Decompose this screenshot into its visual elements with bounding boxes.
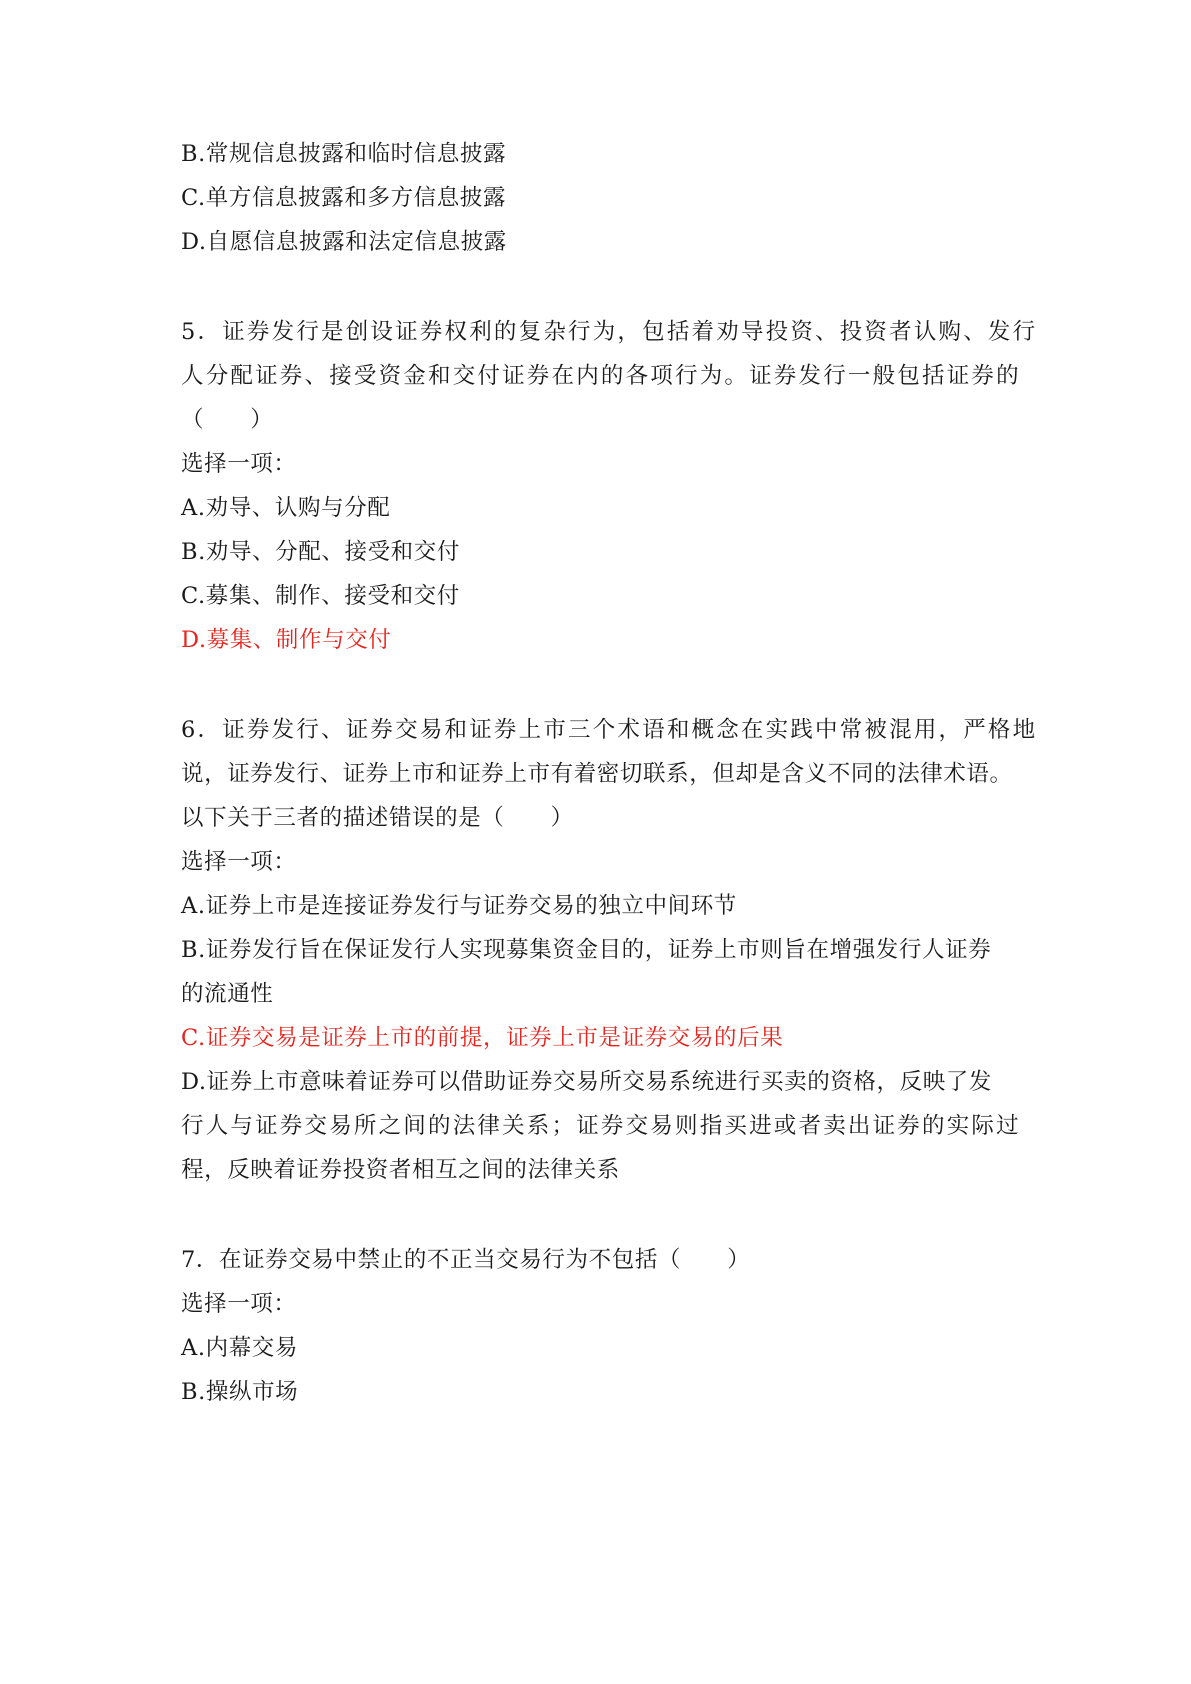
q6-option-b-line-1: B.证券发行旨在保证发行人实现募集资金目的，证券上市则旨在增强发行人证券 bbox=[181, 937, 992, 963]
q5-option-b: B.劝导、分配、接受和交付 bbox=[181, 539, 460, 565]
q7-prompt: 选择一项： bbox=[181, 1291, 297, 1317]
q5-stem-line-1: 5．证券发行是创设证券权利的复杂行为，包括着劝导投资、投资者认购、发行 bbox=[181, 319, 1038, 345]
q6-stem-line-3: 以下关于三者的描述错误的是（ ） bbox=[181, 805, 574, 831]
q4-option-c: C.单方信息披露和多方信息披露 bbox=[181, 185, 507, 211]
q4-option-d: D.自愿信息披露和法定信息披露 bbox=[181, 229, 507, 255]
q5-option-d-answer: D.募集、制作与交付 bbox=[181, 627, 392, 653]
q6-option-d-line-1: D.证券上市意味着证券可以借助证券交易所交易系统进行买卖的资格，反映了发 bbox=[181, 1069, 992, 1095]
q6-option-d-line-2: 行人与证券交易所之间的法律关系；证券交易则指买进或者卖出证券的实际过 bbox=[181, 1113, 1021, 1139]
q6-stem-line-2: 说，证券发行、证券上市和证券上市有着密切联系，但却是含义不同的法律术语。 bbox=[181, 761, 1013, 787]
q6-option-d-line-3: 程，反映着证券投资者相互之间的法律关系 bbox=[181, 1157, 620, 1183]
q6-option-c-answer: C.证券交易是证券上市的前提，证券上市是证券交易的后果 bbox=[181, 1025, 784, 1051]
q6-option-a: A.证券上市是连接证券发行与证券交易的独立中间环节 bbox=[181, 893, 737, 919]
q6-stem-line-1: 6．证券发行、证券交易和证券上市三个术语和概念在实践中常被混用，严格地 bbox=[181, 717, 1038, 743]
q7-option-b: B.操纵市场 bbox=[181, 1379, 299, 1405]
q5-option-c: C.募集、制作、接受和交付 bbox=[181, 583, 460, 609]
q5-prompt: 选择一项： bbox=[181, 451, 297, 477]
q7-stem: 7．在证券交易中禁止的不正当交易行为不包括（ ） bbox=[181, 1247, 751, 1273]
q5-option-a: A.劝导、认购与分配 bbox=[181, 495, 391, 521]
q4-option-b: B.常规信息披露和临时信息披露 bbox=[181, 141, 507, 167]
q6-prompt: 选择一项： bbox=[181, 849, 297, 875]
q6-option-b-line-2: 的流通性 bbox=[181, 981, 274, 1007]
q7-option-a: A.内幕交易 bbox=[181, 1335, 299, 1361]
q5-stem-line-3: （ ） bbox=[181, 407, 274, 433]
q5-stem-line-2: 人分配证券、接受资金和交付证券在内的各项行为。证券发行一般包括证券的 bbox=[181, 363, 1021, 389]
